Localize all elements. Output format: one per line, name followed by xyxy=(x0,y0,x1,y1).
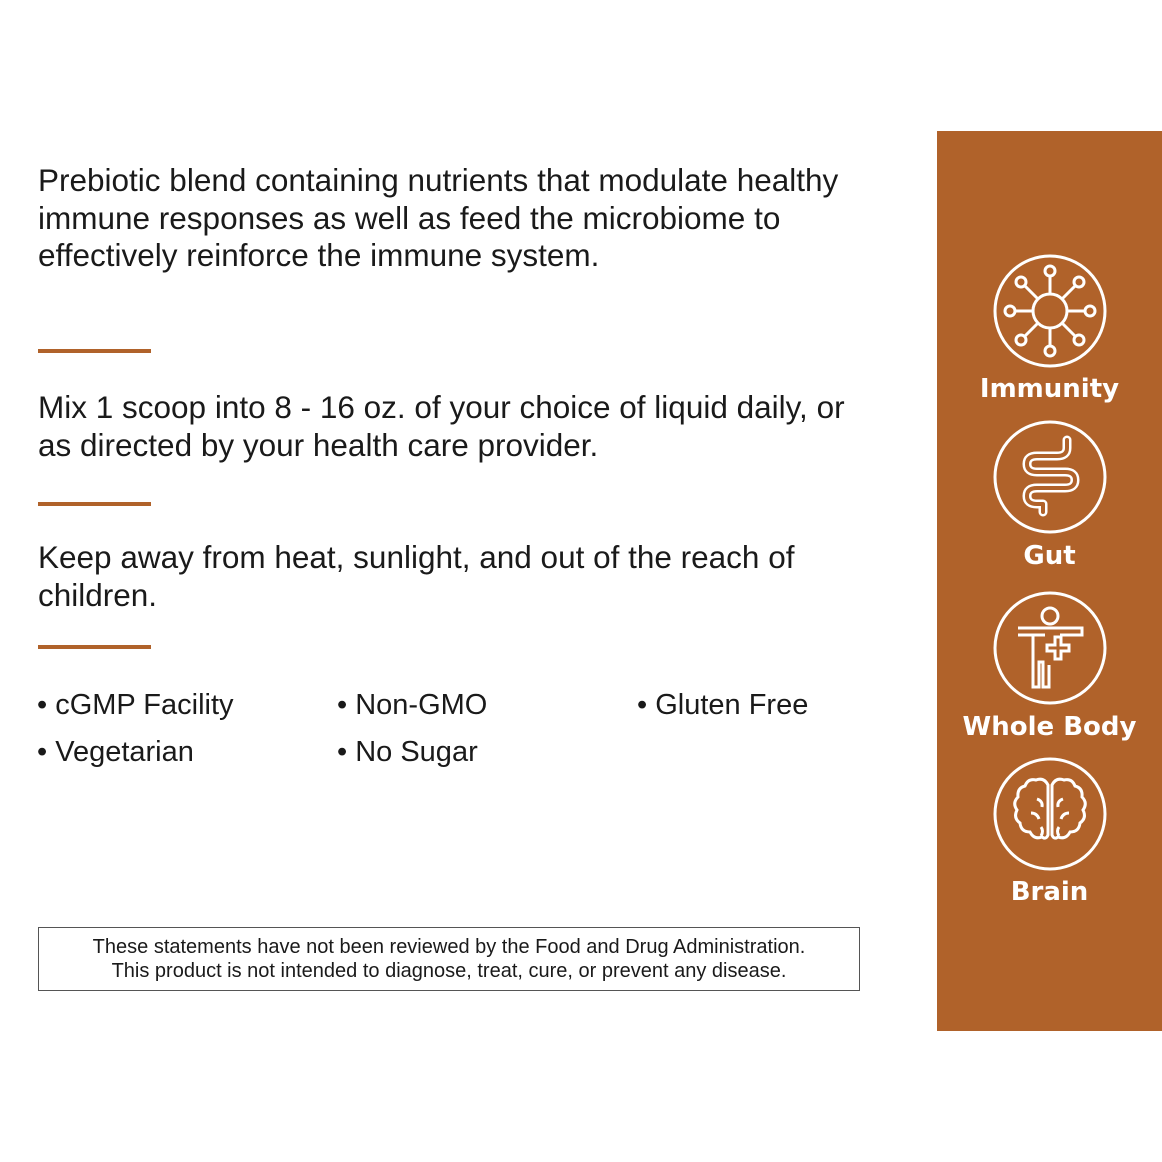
divider xyxy=(38,645,151,649)
intestine-icon xyxy=(993,420,1107,534)
fda-disclaimer xyxy=(38,927,860,991)
directions: Mix 1 scoop into 8 - 16 oz. of your choice of liquid daily, or as directed by your health care provider. xyxy=(38,389,845,463)
feature-gluten-free: • Gluten Free xyxy=(637,689,809,721)
disclaimer-line-2: This product is not intended to diagnose, treat, cure, or prevent any disease. xyxy=(111,960,787,982)
feature-non-gmo: • Non-GMO xyxy=(337,689,488,721)
benefit-label-immunity: Immunity xyxy=(979,374,1120,404)
feature-cgmp: • cGMP Facility xyxy=(37,689,234,721)
benefit-label-gut: Gut xyxy=(1023,541,1076,571)
feature-vegetarian: • Vegetarian xyxy=(37,736,194,768)
divider xyxy=(38,502,151,506)
benefit-label-brain: Brain xyxy=(1010,877,1089,907)
immune-cell-icon xyxy=(993,254,1107,368)
disclaimer-line-1: These statements have not been reviewed by the Food and Drug Administration. xyxy=(92,936,806,958)
benefits-panel xyxy=(937,131,1162,1031)
body-health-icon xyxy=(993,591,1107,705)
warning: Keep away from heat, sunlight, and out of the reach of children. xyxy=(38,539,795,613)
benefit-label-whole-body: Whole Body xyxy=(962,712,1137,742)
divider xyxy=(38,349,151,353)
brain-icon xyxy=(993,757,1107,871)
feature-no-sugar: • No Sugar xyxy=(337,736,478,768)
product-description: Prebiotic blend containing nutrients that modulate healthy immune responses as well as feed the microbiome to effectively reinforce the immune system. xyxy=(38,162,839,273)
